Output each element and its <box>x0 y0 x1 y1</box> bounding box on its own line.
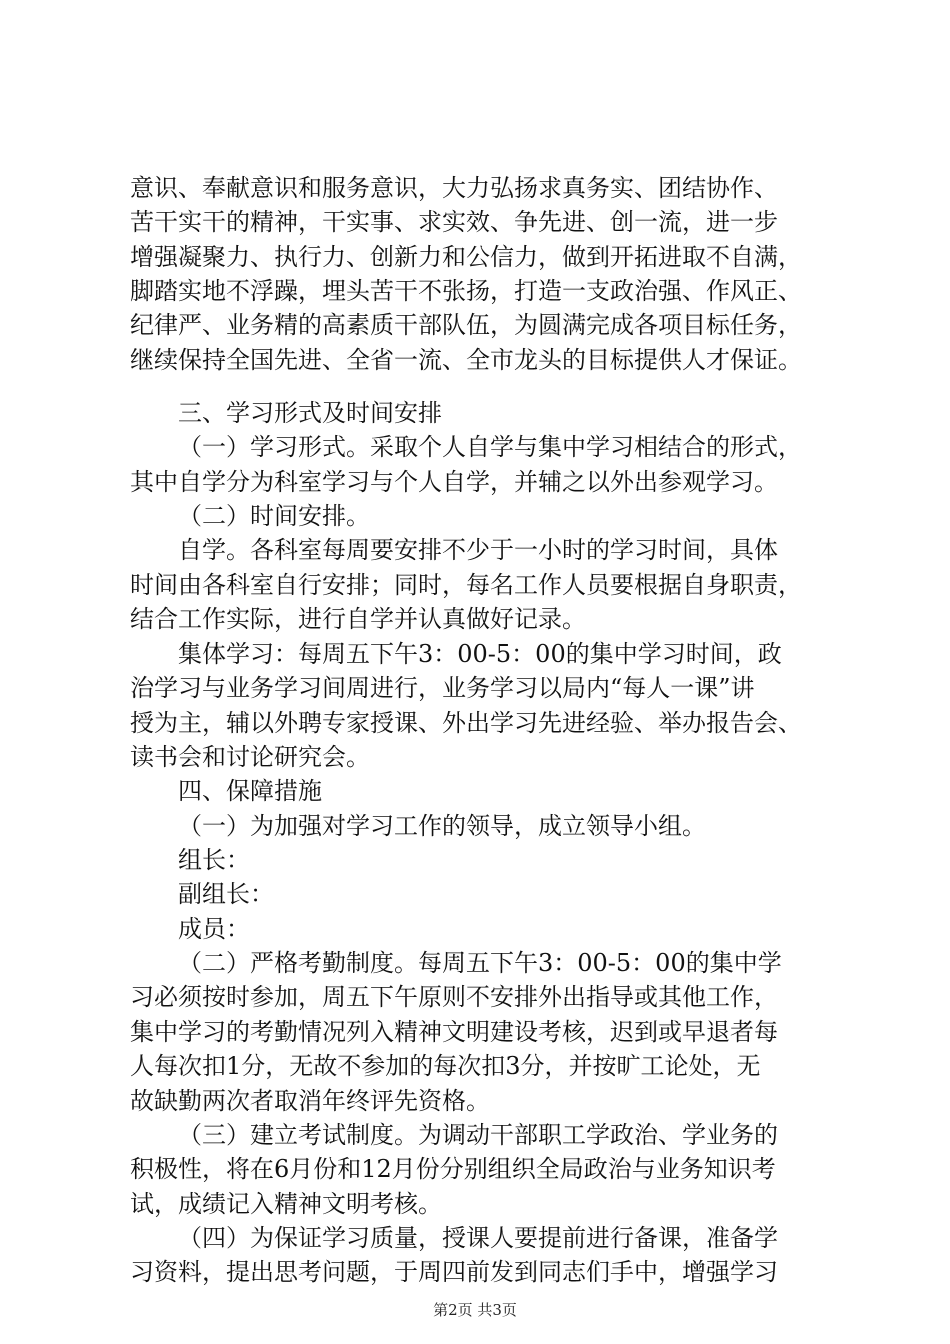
text-line: 继续保持全国先进、全省一流、全市龙头的目标提供人才保证。 <box>130 346 802 374</box>
text-line: 时间由各科室自行安排；同时，每名工作人员要根据自身职责， <box>130 571 802 599</box>
text-line: （三）建立考试制度。为调动干部职工学政治、学业务的 <box>178 1121 778 1149</box>
section-heading: 四、保障措施 <box>178 777 322 805</box>
text-line: （四）为保证学习质量，授课人要提前进行备课，准备学 <box>178 1224 778 1252</box>
text-line: 读书会和讨论研究会。 <box>130 743 370 771</box>
text-line: 结合工作实际，进行自学并认真做好记录。 <box>130 605 586 633</box>
text-line: 纪律严、业务精的高素质干部队伍，为圆满完成各项目标任务， <box>130 311 802 339</box>
text-line: 集体学习：每周五下午3：00-5：00的集中学习时间，政 <box>178 640 782 668</box>
text-line: 治学习与业务学习间周进行，业务学习以局内“每人一课”讲 <box>130 674 755 702</box>
text-line: 自学。各科室每周要安排不少于一小时的学习时间，具体 <box>178 536 778 564</box>
text-line: （二）时间安排。 <box>178 502 370 530</box>
text-line: 试，成绩记入精神文明考核。 <box>130 1190 442 1218</box>
page-footer: 第2页 共3页 <box>433 1301 517 1319</box>
text-line: （一）为加强对学习工作的领导，成立领导小组。 <box>178 812 706 840</box>
text-line: 脚踏实地不浮躁，埋头苦干不张扬，打造一支政治强、作风正、 <box>130 277 802 305</box>
text-line: 集中学习的考勤情况列入精神文明建设考核，迟到或早退者每 <box>130 1018 778 1046</box>
text-line: 意识、奉献意识和服务意识，大力弘扬求真务实、团结协作、 <box>130 174 778 202</box>
text-line: 增强凝聚力、执行力、创新力和公信力，做到开拓进取不自满， <box>130 243 802 271</box>
text-line: 故缺勤两次者取消年终评先资格。 <box>130 1087 490 1115</box>
text-line: 授为主，辅以外聘专家授课、外出学习先进经验、举办报告会、 <box>130 709 802 737</box>
text-line: 其中自学分为科室学习与个人自学，并辅之以外出参观学习。 <box>130 468 778 496</box>
section-heading: 三、学习形式及时间安排 <box>178 399 442 427</box>
text-line: 习必须按时参加，周五下午原则不安排外出指导或其他工作， <box>130 983 778 1011</box>
text-line: 组长： <box>178 846 250 874</box>
text-line: 副组长： <box>178 880 274 908</box>
text-line: （二）严格考勤制度。每周五下午3：00-5：00的集中学 <box>178 949 782 977</box>
text-line: 成员： <box>178 915 250 943</box>
text-line: 习资料，提出思考问题，于周四前发到同志们手中，增强学习 <box>130 1258 778 1286</box>
text-line: 积极性，将在6月份和12月份分别组织全局政治与业务知识考 <box>130 1155 776 1183</box>
text-line: 苦干实干的精神，干实事、求实效、争先进、创一流，进一步 <box>130 208 778 236</box>
text-line: （一）学习形式。采取个人自学与集中学习相结合的形式， <box>178 433 802 461</box>
text-line: 人每次扣1分，无故不参加的每次扣3分，并按旷工论处，无 <box>130 1052 761 1080</box>
